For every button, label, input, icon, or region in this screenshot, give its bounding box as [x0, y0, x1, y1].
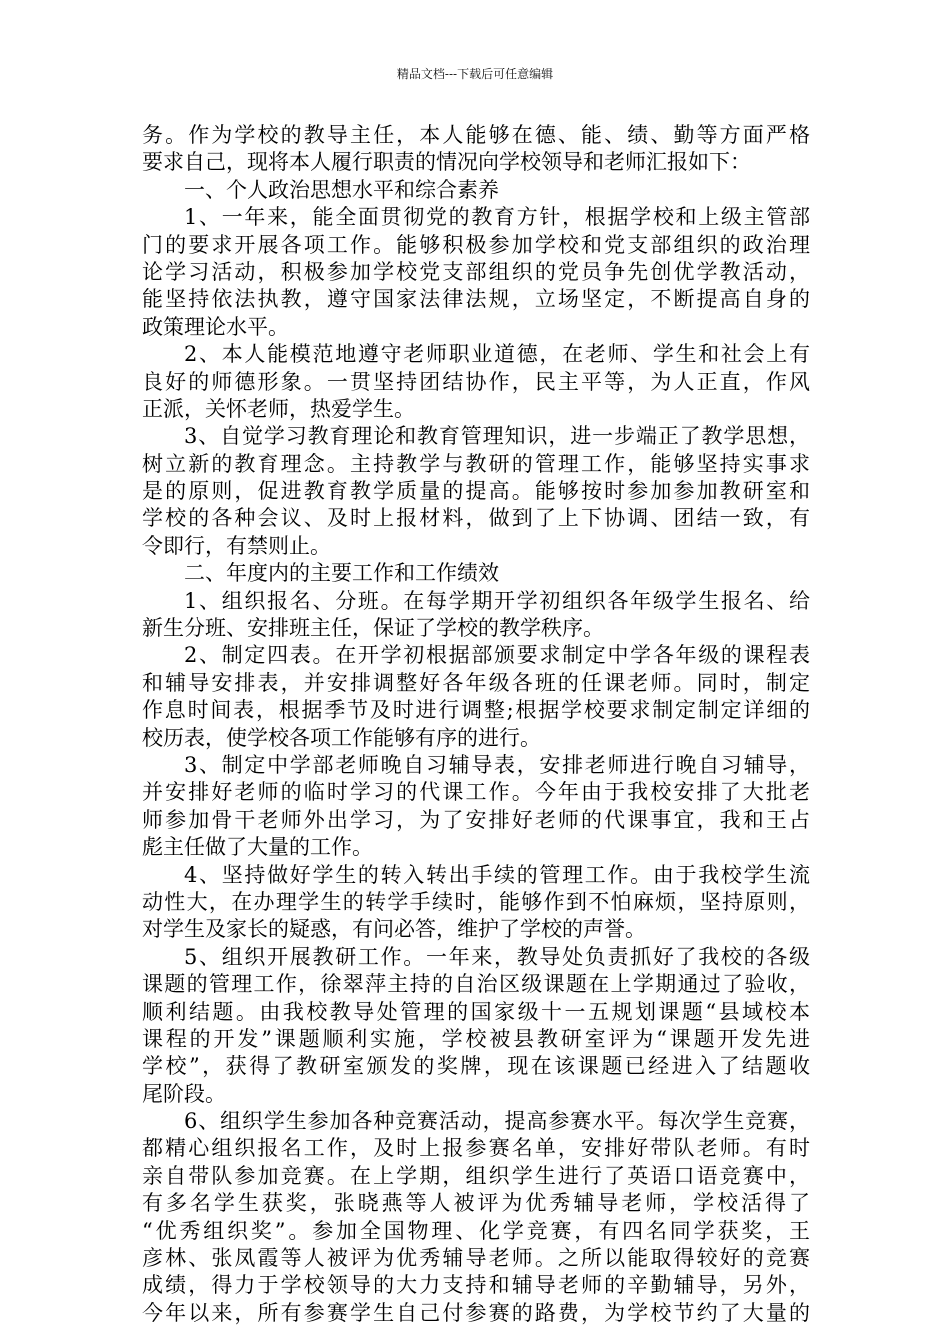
text-line: 尾阶段。 [142, 1081, 226, 1106]
text-line: 彦林、张凤霞等人被评为优秀辅导老师。之所以能取得较好的竞赛 [142, 1246, 810, 1271]
text-line: 良好的师德形象。一贯坚持团结协作，民主平等，为人正直，作风 [142, 369, 810, 394]
text-line: 1、组织报名、分班。在每学期开学初组织各年级学生报名、给 [184, 588, 810, 613]
text-line: 令即行，有禁则止。 [142, 533, 331, 558]
text-line: 有多名学生获奖，张晓燕等人被评为优秀辅导老师，学校活得了 [142, 1191, 810, 1216]
text-line: 今年以来，所有参赛学生自己付参赛的路费，为学校节约了大量的 [142, 1300, 810, 1325]
text-line: 5、组织开展教研工作。一年来，教导处负责抓好了我校的各级 [184, 944, 810, 969]
text-line: 动性大，在办理学生的转学手续时，能够作到不怕麻烦，坚持原则， [142, 889, 810, 914]
text-line: 学校的各种会议、及时上报材料，做到了上下协调、团结一致，有 [142, 506, 810, 531]
text-line: 二、年度内的主要工作和工作绩效 [184, 561, 499, 586]
page-header: 精品文档---下载后可任意编辑 [396, 67, 554, 81]
text-line: 论学习活动，积极参加学校党支部组织的党员争先创优学教活动， [142, 259, 810, 284]
text-line: 都精心组织报名工作，及时上报参赛名单，安排好带队老师。有时 [142, 1136, 810, 1161]
text-line: 顺利结题。由我校教导处管理的国家级十一五规划课题“县域校本 [142, 999, 810, 1024]
text-line: 新生分班、安排班主任，保证了学校的教学秩序。 [142, 616, 604, 641]
text-line: 3、制定中学部老师晚自习辅导表，安排老师进行晚自习辅导， [184, 752, 810, 777]
text-line: 彪主任做了大量的工作。 [142, 835, 373, 860]
document-body [142, 122, 810, 1327]
text-line: 务。作为学校的教导主任，本人能够在德、能、绩、勤等方面严格 [142, 123, 810, 147]
text-line: 3、自觉学习教育理论和教育管理知识，进一步端正了教学思想， [184, 424, 810, 449]
text-line: 对学生及家长的疑惑，有问必答，维护了学校的声誉。 [142, 917, 646, 942]
text-line: 能坚持依法执教，遵守国家法律法规，立场坚定，不断提高自身的 [142, 287, 810, 312]
text-line: 4、坚持做好学生的转入转出手续的管理工作。由于我校学生流 [184, 862, 810, 887]
text-line: 和辅导安排表，并安排调整好各年级各班的任课老师。同时，制定 [142, 670, 810, 695]
text-line: 校历表，使学校各项工作能够有序的进行。 [142, 725, 541, 750]
text-line: “优秀组织奖”。参加全国物理、化学竞赛，有四名同学获奖，王 [142, 1218, 810, 1243]
text-line: 正派，关怀老师，热爱学生。 [142, 396, 415, 421]
text-line: 课题的管理工作，徐翠萍主持的自治区级课题在上学期通过了验收， [142, 972, 810, 997]
text-line: 学校”，获得了教研室颁发的奖牌，现在该课题已经进入了结题收 [142, 1054, 810, 1079]
text-line: 是的原则，促进教育教学质量的提高。能够按时参加参加教研室和 [142, 479, 810, 504]
text-line: 课程的开发”课题顺利实施，学校被县教研室评为“课题开发先进 [142, 1026, 810, 1051]
text-line: 成绩，得力于学校领导的大力支持和辅导老师的辛勤辅导，另外， [142, 1273, 810, 1298]
text-line: 门的要求开展各项工作。能够积极参加学校和党支部组织的政治理 [142, 232, 810, 257]
text-line: 6、组织学生参加各种竞赛活动，提高参赛水平。每次学生竞赛， [184, 1109, 810, 1134]
text-line: 政策理论水平。 [142, 314, 289, 339]
text-line: 树立新的教育理念。主持教学与教研的管理工作，能够坚持实事求 [142, 451, 810, 476]
text-line: 作息时间表，根据季节及时进行调整;根据学校要求制定制定详细的 [142, 698, 810, 723]
text-line: 并安排好老师的临时学习的代课工作。今年由于我校安排了大批老 [142, 780, 810, 805]
text-line: 1、一年来，能全面贯彻党的教育方针，根据学校和上级主管部 [184, 205, 810, 230]
text-line: 2、制定四表。在开学初根据部颁要求制定中学各年级的课程表 [184, 643, 810, 668]
text-line: 要求自己，现将本人履行职责的情况向学校领导和老师汇报如下： [142, 150, 751, 175]
text-line: 一、个人政治思想水平和综合素养 [184, 177, 499, 202]
text-line: 2、本人能模范地遵守老师职业道德，在老师、学生和社会上有 [184, 342, 810, 367]
text-line: 师参加骨干老师外出学习，为了安排好老师的代课事宜，我和王占 [142, 807, 810, 832]
text-line: 亲自带队参加竞赛。在上学期，组织学生进行了英语口语竞赛中， [142, 1163, 810, 1188]
